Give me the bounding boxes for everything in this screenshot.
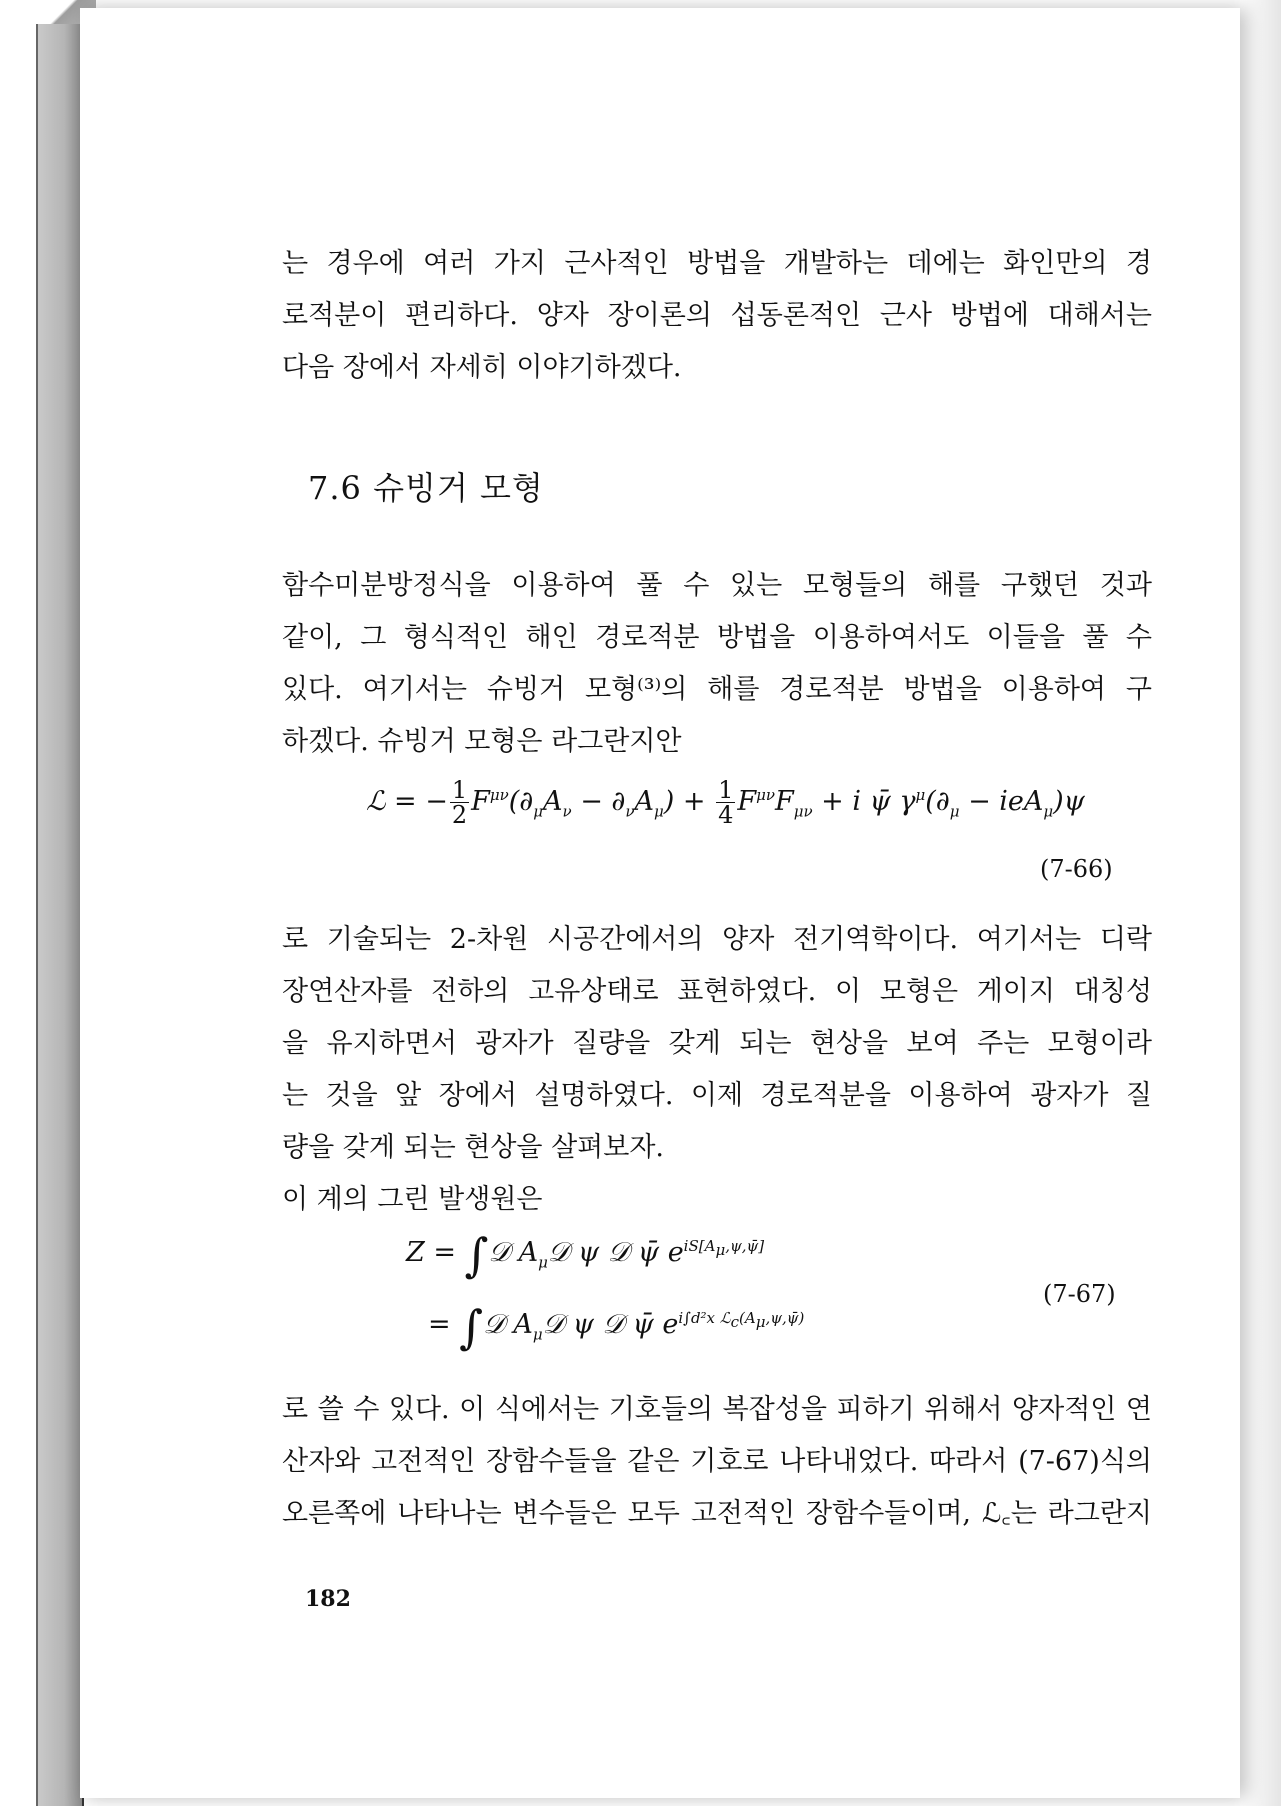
equation-7-66: ℒ = − $\frac{1}{2}$ $F^{\mu\nu}(\partial_\mu A_\nu - \partial_\nu A_\mu)$ + $\frac{1}{4}$ $F^{\mu\nu}F_{\mu\nu} + i$ ψ̄ $\gamma^\mu(\partial_\mu - ieA_\mu)\psi$ — [366, 776, 1085, 829]
paragraph-1 — [282, 238, 1152, 394]
equation-7-67-line-2: = ∫𝒟 $A_\mu 𝒟$ ψ 𝒟 ψ̄ $e^{i\int d^2x ℒ_c(A_\mu,\psi,\psī)}$ — [428, 1300, 805, 1354]
equation-number-7-66: (7-66) — [1040, 855, 1113, 883]
section-heading: 7.6 슈빙거 모형 — [308, 469, 544, 507]
text-line: 량을 갖게 되는 현상을 살펴보자. — [282, 1132, 664, 1163]
text-line: 이 계의 그린 발생원은 — [282, 1184, 543, 1215]
text-line: 로 쓸 수 있다. 이 식에서는 기호들의 복잡성을 피하기 위해서 양자적인 연 — [282, 1394, 1152, 1425]
paragraph-2 — [282, 560, 1152, 768]
paragraph-4 — [282, 1384, 1152, 1540]
text-line: 산자와 고전적인 장함수들을 같은 기호로 나타내었다. 따라서 (7-67)식의 — [282, 1446, 1152, 1477]
equation-7-67-line-1: Z = ∫𝒟 $A_\mu 𝒟$ ψ 𝒟 ψ̄ $e^{iS[A_\mu,\psi,\psī]}$ — [406, 1228, 765, 1282]
text-line: 을 유지하면서 광자가 질량을 갖게 되는 현상을 보여 주는 모형이라 — [282, 1028, 1152, 1059]
page-number: 182 — [305, 1586, 351, 1612]
text-line: 는 경우에 여러 가지 근사적인 방법을 개발하는 데에는 화인만의 경 — [282, 248, 1152, 279]
text-line: 다음 장에서 자세히 이야기하겠다. — [282, 352, 682, 383]
text-line: 있다. 여기서는 슈빙거 모형⁽³⁾의 해를 경로적분 방법을 이용하여 구 — [282, 674, 1152, 705]
text-line: 장연산자를 전하의 고유상태로 표현하였다. 이 모형은 게이지 대칭성 — [282, 976, 1152, 1007]
paragraph-3 — [282, 914, 1152, 1226]
text-line: 오른쪽에 나타나는 변수들은 모두 고전적인 장함수들이며, ℒ꜀는 라그란지 — [282, 1498, 1152, 1529]
text-line: 는 것을 앞 장에서 설명하였다. 이제 경로적분을 이용하여 광자가 질 — [282, 1080, 1152, 1111]
text-line: 로 기술되는 2-차원 시공간에서의 양자 전기역학이다. 여기서는 디락 — [282, 924, 1152, 955]
page-right-shadow — [1241, 0, 1281, 1806]
book-spine-edge — [36, 0, 84, 1806]
text-line: 하겠다. 슈빙거 모형은 라그란지안 — [282, 726, 682, 757]
text-line: 로적분이 편리하다. 양자 장이론의 섭동론적인 근사 방법에 대해서는 — [282, 300, 1152, 331]
equation-number-7-67: (7-67) — [1043, 1280, 1116, 1308]
text-line: 같이, 그 형식적인 해인 경로적분 방법을 이용하여서도 이들을 풀 수 — [282, 622, 1152, 653]
text-line: 함수미분방정식을 이용하여 풀 수 있는 모형들의 해를 구했던 것과 — [282, 570, 1152, 601]
